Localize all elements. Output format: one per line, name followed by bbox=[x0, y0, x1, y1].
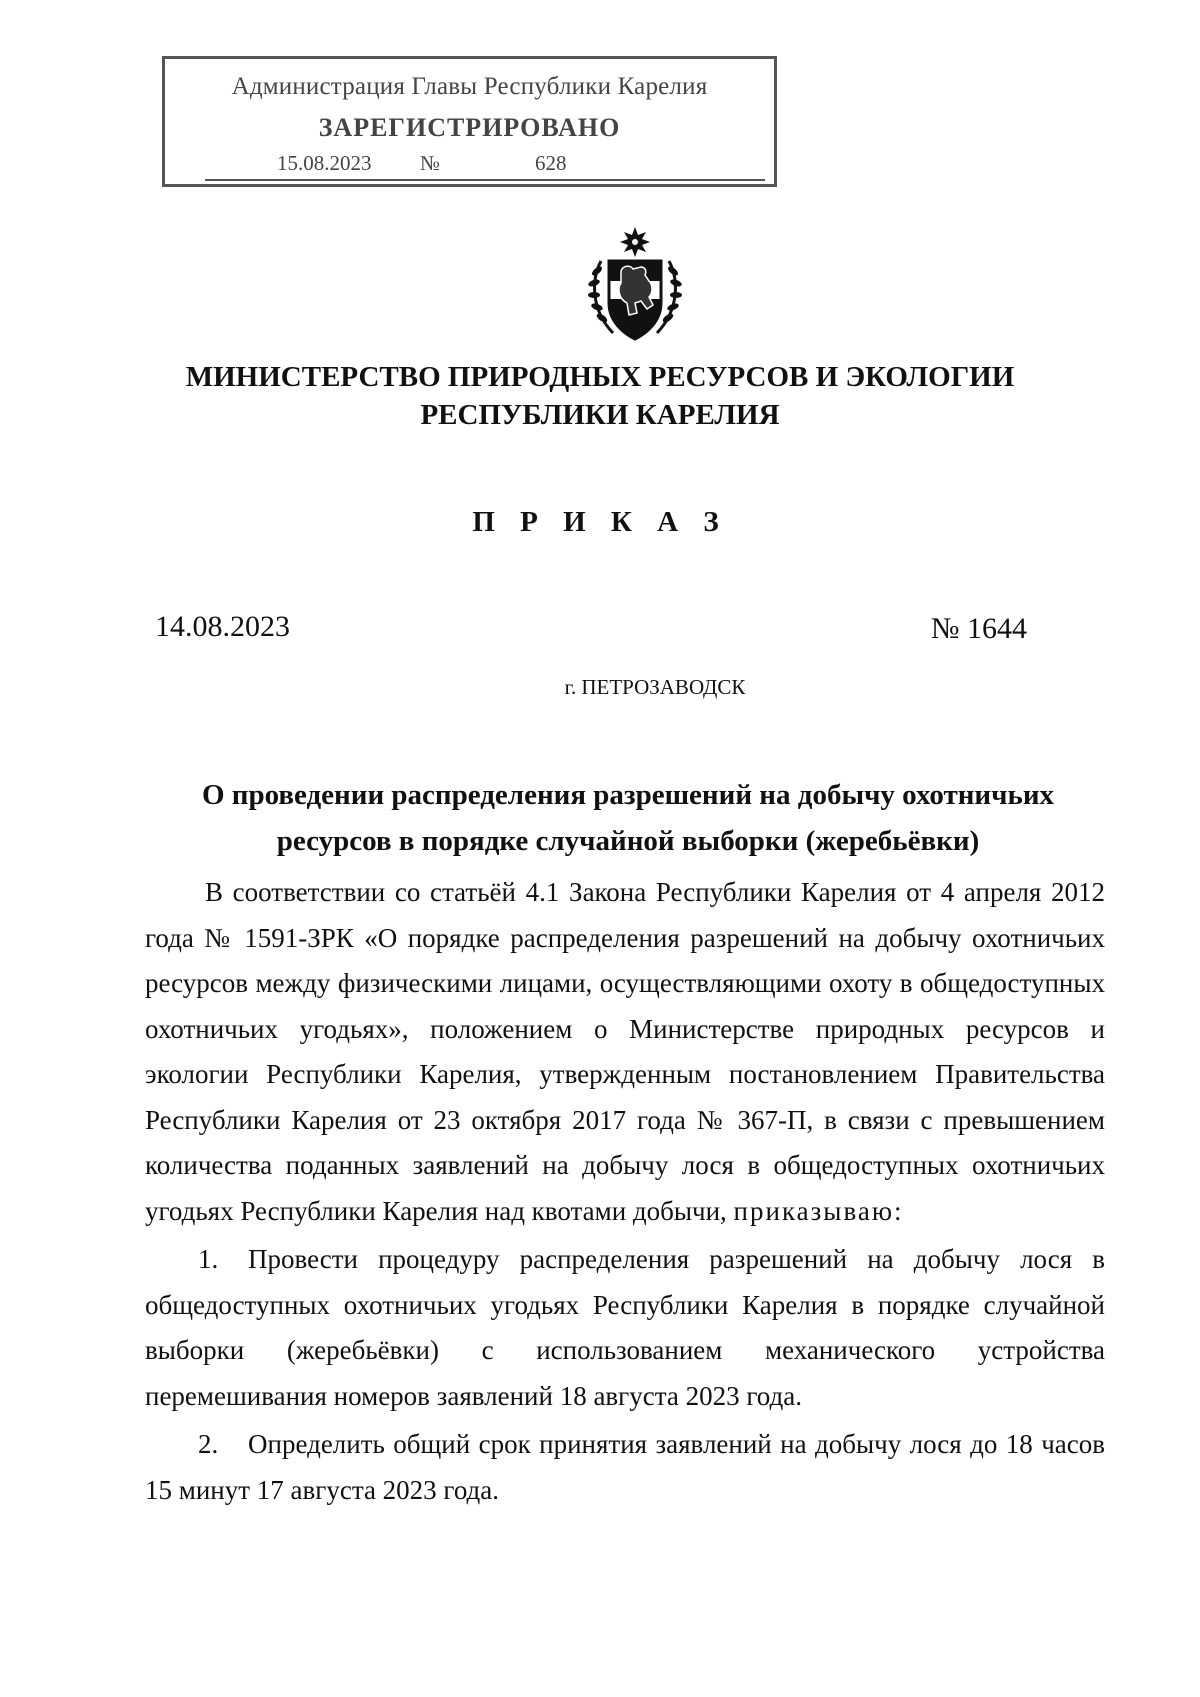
stamp-organization: Администрация Главы Республики Карелия bbox=[231, 73, 708, 100]
ministry-name-line2: РЕСПУБЛИКИ КАРЕЛИЯ bbox=[420, 399, 780, 431]
karelia-coat-of-arms-icon bbox=[583, 225, 687, 343]
stamp-number-sign: № bbox=[420, 151, 441, 175]
order-city: г. ПЕТРОЗАВОДСК bbox=[564, 675, 746, 699]
preamble-text: В соответствии со статьёй 4.1 Закона Республики Карелия от 4 апреля 2012 года № 1591-ЗРК «О порядке распределения разрешений на добычу охотничьих ресурсов между физическими лицами, осуществляющими охоту в общедоступных охотничьих угодьях», положением о Министерстве природных ресурсов и экологии Республики Карелия, утвержденным постановлением Правительства Республики Карелия от 23 октября 2017 года № 367-П, в связи с превышением количества поданных заявлений на добычу лося в общедоступных охотничьих угодьях Республики Карелия над квотами добычи, bbox=[145, 877, 1105, 1226]
document-type: П Р И К А З bbox=[472, 506, 728, 538]
ministry-name-line1: МИНИСТЕРСТВО ПРИРОДНЫХ РЕСУРСОВ И ЭКОЛОГИИ bbox=[185, 361, 1015, 393]
order-date: 14.08.2023 bbox=[155, 610, 290, 643]
order-item-text: Провести процедуру распределения разрешений на добычу лося в общедоступных охотничьих угодьях Республики Карелия в порядке случайной выборки (жеребьёвки) с использованием механического устройства перемешивания номеров заявлений 18 августа 2023 года. bbox=[145, 1244, 1105, 1411]
order-item bbox=[145, 1422, 1105, 1513]
ministry-name bbox=[0, 358, 1200, 434]
stamp-number: 628 bbox=[535, 151, 567, 175]
order-item-text: Определить общий срок принятия заявлений на добычу лося до 18 часов 15 минут 17 августа 2023 года. bbox=[145, 1429, 1105, 1505]
order-number: № 1644 bbox=[930, 612, 1027, 645]
stamp-date: 15.08.2023 bbox=[277, 151, 372, 175]
order-subject-line2: ресурсов в порядке случайной выборки (жеребьёвки) bbox=[276, 825, 980, 857]
order-item-number: 1. bbox=[198, 1244, 219, 1274]
order-subject bbox=[148, 772, 1108, 864]
order-item-number: 2. bbox=[198, 1429, 219, 1459]
order-body bbox=[145, 870, 1105, 1513]
order-item bbox=[145, 1237, 1105, 1419]
order-subject-line1: О проведении распределения разрешений на добычу охотничьих bbox=[201, 779, 1055, 811]
order-word: приказываю: bbox=[733, 1195, 904, 1226]
stamp-title: ЗАРЕГИСТРИРОВАНО bbox=[318, 113, 621, 142]
preamble-paragraph bbox=[145, 870, 1105, 1234]
registration-stamp bbox=[162, 56, 777, 187]
stamp-registration-line bbox=[205, 151, 765, 181]
